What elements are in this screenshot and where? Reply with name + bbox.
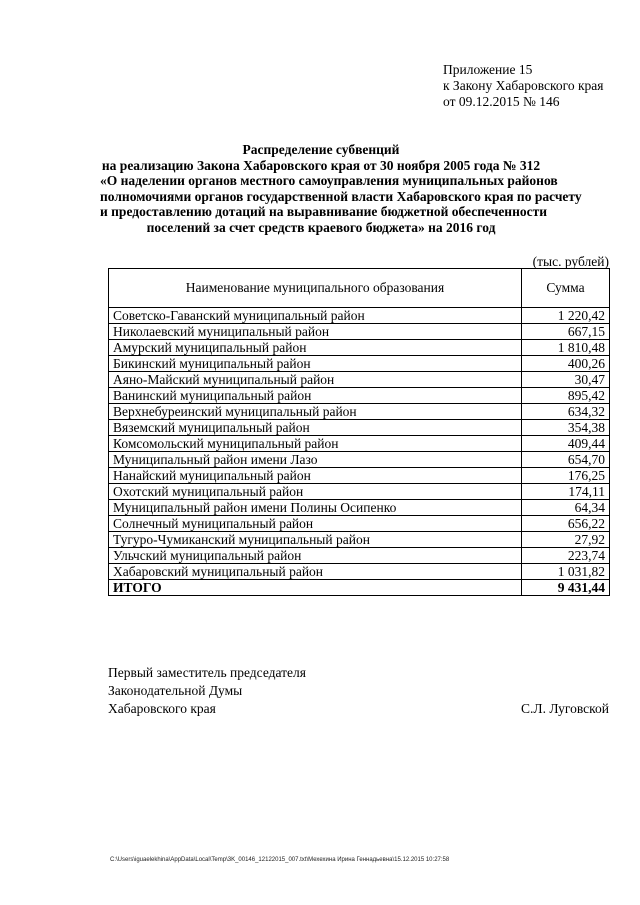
row-sum: 354,38 (522, 420, 610, 436)
row-sum: 1 810,48 (522, 340, 610, 356)
row-sum: 634,32 (522, 404, 610, 420)
row-name: Комсомольский муниципальный район (109, 436, 522, 452)
row-name: Муниципальный район имени Лазо (109, 452, 522, 468)
appendix-line-3: от 09.12.2015 № 146 (443, 94, 560, 109)
row-name: Амурский муниципальный район (109, 340, 522, 356)
table-row (109, 372, 610, 388)
title-line-2: на реализацию Закона Хабаровского края от 30 ноября 2005 года № 312 (101, 157, 541, 173)
table-row (109, 548, 610, 564)
row-sum: 64,34 (522, 500, 610, 516)
units-label: (тыс. рублей) (532, 254, 609, 269)
row-sum: 30,47 (522, 372, 610, 388)
table-row (109, 468, 610, 484)
title-line-6: поселений за счет средств краевого бюджета» на 2016 год (146, 219, 496, 235)
row-name: Ванинский муниципальный район (109, 388, 522, 404)
table-row (109, 388, 610, 404)
total-sum: 9 431,44 (522, 580, 610, 596)
table-header-row (109, 269, 610, 308)
row-name: Солнечный муниципальный район (109, 516, 522, 532)
row-sum: 409,44 (522, 436, 610, 452)
row-name: Муниципальный район имени Полины Осипенко (109, 500, 522, 516)
total-label: ИТОГО (109, 580, 522, 596)
row-name: Аяно-Майский муниципальный район (109, 372, 522, 388)
title-line-1: Распределение субвенций (242, 142, 400, 157)
row-sum: 176,25 (522, 468, 610, 484)
table-row (109, 532, 610, 548)
appendix-note (443, 62, 604, 110)
header-sum: Сумма (522, 269, 610, 308)
table-row (109, 324, 610, 340)
appendix-line-2: к Закону Хабаровского края (443, 78, 604, 93)
table-row (109, 564, 610, 580)
table-row (109, 452, 610, 468)
row-sum: 1 031,82 (522, 564, 610, 580)
row-name: Верхнебуреинский муниципальный район (109, 404, 522, 420)
header-name: Наименование муниципального образования (109, 269, 522, 308)
appendix-line-1: Приложение 15 (443, 62, 533, 77)
signature-line-1: Первый заместитель председателя (108, 665, 306, 680)
table-row (109, 356, 610, 372)
row-sum: 667,15 (522, 324, 610, 340)
row-name: Бикинский муниципальный район (109, 356, 522, 372)
row-sum: 174,11 (522, 484, 610, 500)
table-row (109, 404, 610, 420)
signature-line-3: Хабаровского края (108, 701, 216, 716)
row-name: Тугуро-Чумиканский муниципальный район (109, 532, 522, 548)
row-sum: 654,70 (522, 452, 610, 468)
title-line-4: полномочиями органов государственной власти Хабаровского края по расчету (100, 188, 582, 204)
title-line-3: «О наделении органов местного самоуправления муниципальных районов (100, 173, 558, 189)
row-sum: 1 220,42 (522, 308, 610, 324)
row-name: Хабаровский муниципальный район (109, 564, 522, 580)
table-row (109, 484, 610, 500)
row-name: Вяземский муниципальный район (109, 420, 522, 436)
title-line-5: и предоставлению дотаций на выравнивание бюджетной обеспеченности (100, 204, 548, 220)
row-name: Ульчский муниципальный район (109, 548, 522, 564)
document-title (100, 142, 582, 236)
subsidy-table (108, 268, 610, 596)
row-name: Охотский муниципальный район (109, 484, 522, 500)
table-row (109, 516, 610, 532)
table-row (109, 308, 610, 324)
row-sum: 895,42 (522, 388, 610, 404)
row-name: Советско-Гаванский муниципальный район (109, 308, 522, 324)
signature-block (108, 664, 306, 718)
table-row (109, 340, 610, 356)
table-row (109, 500, 610, 516)
total-row (109, 580, 610, 596)
signature-line-2: Законодательной Думы (108, 683, 243, 698)
table-row (109, 436, 610, 452)
row-name: Николаевский муниципальный район (109, 324, 522, 340)
file-path-footer: C:\Users\iguaelekhina\AppData\Local\Temp\3K_00146_12122015_007.txt\Мехехина Ирина Геннадьевна\15.12.2015 10:27:58 (110, 857, 450, 863)
row-sum: 656,22 (522, 516, 610, 532)
table-row (109, 420, 610, 436)
row-sum: 400,26 (522, 356, 610, 372)
row-sum: 223,74 (522, 548, 610, 564)
row-name: Нанайский муниципальный район (109, 468, 522, 484)
signatory-name: С.Л. Луговской (521, 701, 609, 716)
row-sum: 27,92 (522, 532, 610, 548)
